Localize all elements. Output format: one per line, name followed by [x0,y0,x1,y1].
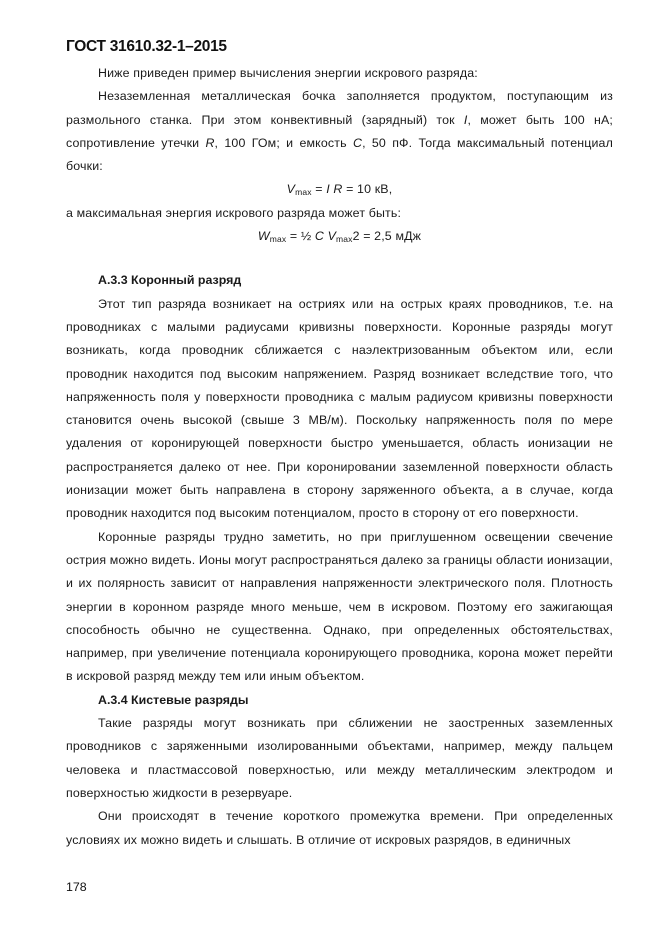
formula-var-C: C [314,229,325,244]
section-a34-paragraph: Они происходят в течение короткого промежутка времени. При определенных условиях их можно видеть и слышать. В отличие от искровых разрядов, в единичных [66,809,613,847]
example-text-c: , 100 ГОм; и емкость [214,135,353,150]
formula-sub-max: max [269,234,287,245]
formula-wmax [66,225,613,248]
variable-R: R [205,135,215,150]
document-header: ГОСТ 31610.32-1–2015 [66,38,227,55]
formula-result: 2 = 2,5 мДж [352,229,422,244]
formula-result: = 10 кВ, [342,182,393,197]
formula-var-W: W [257,229,270,244]
example-text-b: , может быть 100 нА; сопротивление утечки [66,112,613,150]
formula-var-V: V [286,182,296,197]
formula-half: = ½ [286,229,315,244]
variable-I: I [463,112,468,127]
section-a34-paragraph: Такие разряды могут возникать при сближении не заостренных заземленных проводников с заряженными изолированными объектами, например, между пальцем человека и пластмассовой поверхностью, или между металлическим электродом и поверхностью жидкости в резервуаре. [66,716,613,800]
formula-sub-max: max [336,234,353,245]
variable-C: C [352,135,363,150]
section-heading-a33: А.3.3 Коронный разряд [98,273,242,288]
formula-var-I: I [326,182,330,197]
example-paragraph [66,85,613,178]
page-content [66,62,613,852]
energy-intro: а максимальная энергия искрового разряда может быть: [66,205,402,220]
example-text-d: , 50 пФ. Тогда максимальный потенциал бочки: [66,135,613,174]
formula-eq: = [311,182,327,197]
formula-var-R: R [333,182,343,197]
formula-vmax [66,178,613,201]
formula-sub-max: max [295,187,312,198]
page-number: 178 [66,880,87,894]
formula-var-V: V [327,229,337,244]
intro-paragraph: Ниже приведен пример вычисления энергии искрового разряда: [98,66,478,80]
section-a33-paragraph: Этот тип разряда возникает на остриях или на острых краях проводников, т.е. на проводниках с малыми радиусами кривизны поверхности. Коронные разряды могут возникать, когда проводник сближается с наэлектризованным объектом или, если проводник находится под высоким напряжением. Разряд возникает вследствие того, что напряженность поля у поверхности проводника с малым радиусом кривизны поверхности становится очень высокой (свыше 3 МВ/м). Поскольку напряженность поля по мере удаления от коронирующей поверхности быстро уменьшается, область ионизации не распространяется далеко от нее. При коронировании заземленной поверхности область ионизации может быть направлена в сторону заряженного объекта, а в случае, когда проводник находится под высоким потенциалом, просто в сторону от его поверхности. [66,296,613,521]
example-text-a: Незаземленная металлическая бочка заполняется продуктом, поступающим из размольного станка. При этом конвективный (зарядный) ток [66,89,613,127]
section-heading-a34: А.3.4 Кистевые разряды [98,692,249,707]
section-a33-paragraph: Коронные разряды трудно заметить, но при приглушенном освещении свечение острия можно видеть. Ионы могут распространяться далеко за границы области ионизации, и их полярность зависит от направления напряженности электрического поля. Плотность энергии в коронном разряде много меньше, чем в искровом. Поэтому его зажигающая способность обычно не существенна. Однако, при определенных обстоятельствах, например, при увеличение потенциала коронирующего проводника, корона может перейти в искровой разряд между тем или иным объектом. [66,529,613,684]
